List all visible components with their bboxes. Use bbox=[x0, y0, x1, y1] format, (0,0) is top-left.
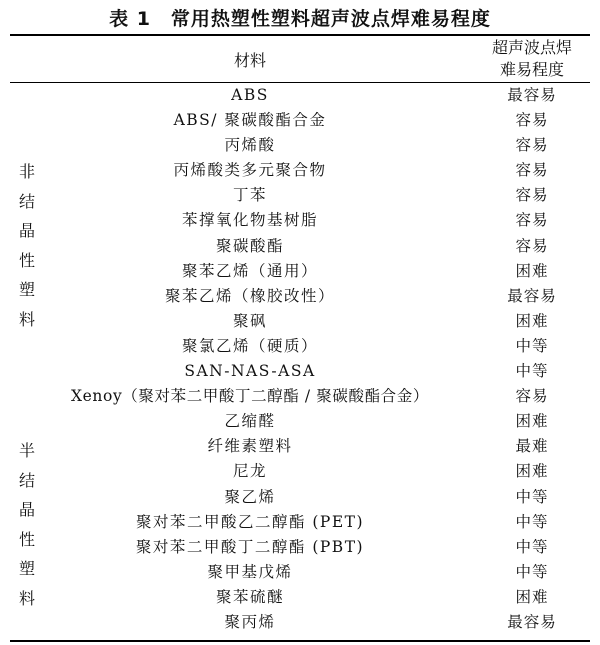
material-cell: SAN-NAS-ASA bbox=[184, 362, 316, 381]
table-row bbox=[0, 334, 600, 359]
difficulty-cell: 中等 bbox=[515, 487, 549, 506]
table-row bbox=[0, 158, 600, 183]
material-cell: 尼龙 bbox=[232, 462, 267, 481]
group-label-char: 晶 bbox=[18, 500, 35, 519]
material-cell: ABS/ 聚碳酸酯合金 bbox=[173, 111, 327, 130]
material-cell: 丙烯酸 bbox=[224, 136, 276, 155]
group-label-char: 非 bbox=[18, 162, 35, 181]
material-cell: 聚甲基戊烯 bbox=[207, 562, 293, 581]
difficulty-cell: 容易 bbox=[515, 211, 549, 230]
table-row bbox=[0, 535, 600, 560]
table-row bbox=[0, 434, 600, 459]
group-label-char: 性 bbox=[18, 529, 35, 549]
difficulty-cell: 困难 bbox=[515, 311, 549, 330]
table-caption: 表 1 常用热塑性塑料超声波点焊难易程度 bbox=[109, 8, 491, 30]
material-cell: 聚苯乙烯（通用） bbox=[181, 261, 318, 280]
difficulty-cell: 困难 bbox=[515, 462, 549, 481]
table-body bbox=[0, 83, 600, 635]
bottom-rule bbox=[10, 640, 590, 642]
group-label-char: 结 bbox=[18, 191, 35, 211]
material-cell: 苯撑氧化物基树脂 bbox=[181, 211, 318, 230]
material-cell: 聚苯乙烯（橡胶改性） bbox=[164, 286, 335, 305]
difficulty-cell: 困难 bbox=[515, 412, 549, 431]
table-row bbox=[0, 459, 600, 484]
group-label-char: 塑 bbox=[18, 559, 35, 578]
material-cell: 聚砜 bbox=[232, 311, 267, 330]
group-label-char: 料 bbox=[18, 588, 35, 608]
header-difficulty bbox=[474, 37, 590, 81]
material-cell: ABS bbox=[231, 86, 269, 104]
group-label-char: 晶 bbox=[18, 221, 35, 240]
table-row bbox=[0, 133, 600, 158]
table-row bbox=[0, 183, 600, 208]
table-row bbox=[0, 284, 600, 309]
difficulty-cell: 容易 bbox=[515, 136, 549, 155]
material-cell: 聚苯硫醚 bbox=[215, 587, 284, 606]
table-row bbox=[0, 610, 600, 635]
material-cell: Xenoy（聚对苯二甲酸丁二醇酯 / 聚碳酸酯合金） bbox=[71, 387, 429, 406]
material-cell: 聚对苯二甲酸丁二醇酯 (PBT) bbox=[135, 537, 365, 556]
table-row bbox=[0, 208, 600, 233]
difficulty-cell: 中等 bbox=[515, 512, 549, 531]
table-row bbox=[0, 108, 600, 133]
material-cell: 聚乙烯 bbox=[224, 487, 276, 506]
material-cell: 丙烯酸类多元聚合物 bbox=[173, 161, 327, 180]
group-label-char: 性 bbox=[18, 250, 35, 270]
table-row bbox=[0, 384, 600, 409]
difficulty-cell: 困难 bbox=[515, 587, 549, 606]
difficulty-cell: 容易 bbox=[515, 186, 549, 205]
table-row bbox=[0, 234, 600, 259]
difficulty-cell: 容易 bbox=[515, 387, 549, 406]
material-cell: 聚丙烯 bbox=[224, 612, 276, 631]
group-label-char: 塑 bbox=[18, 280, 35, 299]
material-cell: 纤维素塑料 bbox=[207, 437, 293, 456]
table-row bbox=[0, 309, 600, 334]
table-row bbox=[0, 585, 600, 610]
table-row bbox=[0, 510, 600, 535]
difficulty-cell: 最容易 bbox=[507, 86, 557, 104]
header-material: 材料 bbox=[233, 51, 266, 70]
difficulty-cell: 中等 bbox=[515, 562, 549, 581]
difficulty-cell: 最难 bbox=[515, 437, 549, 456]
top-rule bbox=[10, 34, 590, 36]
header-difficulty-line1: 超声波点焊 bbox=[491, 38, 572, 57]
difficulty-cell: 中等 bbox=[515, 336, 549, 355]
table-row bbox=[0, 359, 600, 384]
material-cell: 聚碳酸酯 bbox=[215, 236, 284, 255]
group-label-char: 半 bbox=[18, 441, 35, 460]
difficulty-cell: 容易 bbox=[515, 111, 549, 130]
material-cell: 聚对苯二甲酸乙二醇酯 (PET) bbox=[135, 512, 365, 531]
material-cell: 乙缩醛 bbox=[224, 412, 276, 431]
difficulty-cell: 中等 bbox=[515, 537, 549, 556]
group-label-char: 料 bbox=[18, 309, 35, 329]
header-difficulty-line2: 难易程度 bbox=[499, 60, 564, 79]
table-row bbox=[0, 83, 600, 108]
difficulty-cell: 最容易 bbox=[507, 612, 557, 631]
difficulty-cell: 容易 bbox=[515, 236, 549, 255]
difficulty-cell: 最容易 bbox=[507, 286, 557, 305]
table-row bbox=[0, 560, 600, 585]
difficulty-cell: 中等 bbox=[515, 362, 549, 381]
group-label-char: 结 bbox=[18, 470, 35, 490]
material-cell: 聚氯乙烯（硬质） bbox=[181, 336, 318, 355]
material-cell: 丁苯 bbox=[232, 186, 267, 205]
difficulty-cell: 困难 bbox=[515, 261, 549, 280]
table-row bbox=[0, 485, 600, 510]
difficulty-cell: 容易 bbox=[515, 161, 549, 180]
table-row bbox=[0, 259, 600, 284]
table-row bbox=[0, 409, 600, 434]
